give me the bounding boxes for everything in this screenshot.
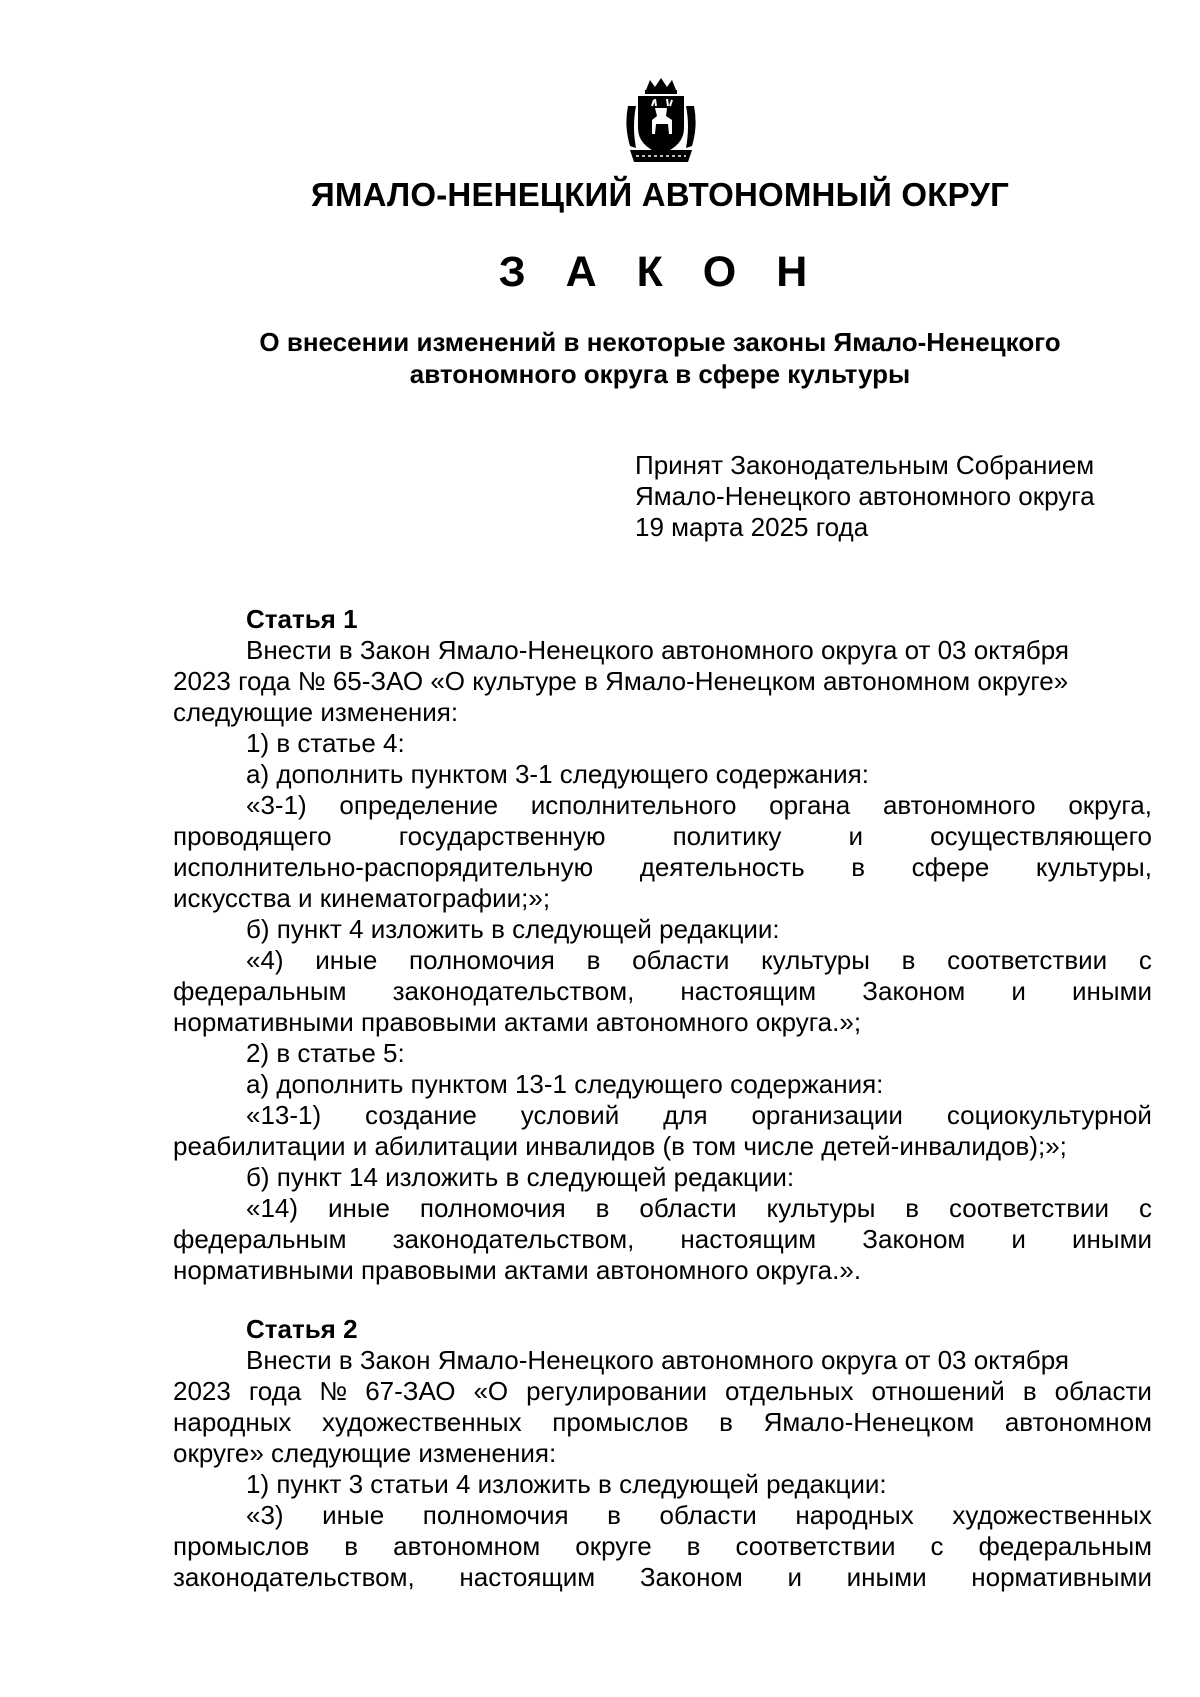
quote-text (173, 821, 1152, 852)
word: политику (672, 821, 782, 851)
word: иные (322, 1500, 385, 1530)
justified-line (173, 1407, 1152, 1438)
quote-text (246, 1500, 1152, 1531)
word: сфере (911, 852, 990, 882)
word: «4) (246, 945, 284, 975)
word: года (248, 1376, 302, 1406)
adoption-line: 19 марта 2025 года (635, 512, 869, 542)
word: культуры (766, 1193, 876, 1223)
word: промыслов (552, 1407, 689, 1437)
word: соответствии (735, 1531, 896, 1561)
quote-text: реабилитации и абилитации инвалидов (в том числе детей-инвалидов);»; (173, 1131, 1067, 1161)
paragraph-line: округе» следующие изменения: (173, 1438, 557, 1468)
word: промыслов (173, 1531, 310, 1561)
subtitle-line: автономного округа в сфере культуры (409, 359, 911, 389)
word: области (639, 1193, 737, 1223)
word: создание (365, 1100, 477, 1130)
word: в (686, 1531, 701, 1561)
quote-text (246, 1100, 1152, 1131)
word: проводящего (173, 821, 332, 851)
word: автономного (882, 790, 1036, 820)
list-item: 1) в статье 4: (246, 728, 405, 758)
justified-line (173, 1376, 1152, 1407)
word: «О (473, 1376, 509, 1406)
yanao-coat-of-arms-icon (622, 76, 700, 166)
word: настоящим (680, 976, 817, 1006)
word: округа, (1068, 790, 1152, 820)
word: автономном (393, 1531, 541, 1561)
justified-line (173, 1562, 1152, 1593)
word: исполнительно-распорядительную (173, 852, 594, 882)
quote-text (246, 945, 1152, 976)
word: области (1054, 1376, 1152, 1406)
paragraph-text (173, 1407, 1152, 1438)
word: художественных (952, 1500, 1152, 1530)
quote-text (173, 1562, 1152, 1593)
list-item: а) дополнить пунктом 13-1 следующего содержания: (246, 1069, 884, 1099)
word: деятельность (639, 852, 805, 882)
word: соответствии (949, 1193, 1110, 1223)
word: государственную (398, 821, 606, 851)
word: законодательством, (173, 1562, 415, 1592)
word: федеральным (173, 1224, 347, 1254)
word: и (787, 1562, 802, 1592)
word: иными (846, 1562, 927, 1592)
word: области (659, 1500, 757, 1530)
article-2 (173, 1314, 1152, 1593)
law-subtitle (180, 326, 1140, 390)
word: культуры, (1035, 852, 1152, 882)
word: иные (327, 1193, 390, 1223)
paragraph-line: Внести в Закон Ямало-Ненецкого автономного округа от 03 октября (246, 635, 1069, 665)
word: полномочия (422, 1500, 569, 1530)
word: законодательством, (392, 976, 635, 1006)
word: № (319, 1376, 348, 1406)
quote-text (173, 1531, 1152, 1562)
word: настоящим (459, 1562, 596, 1592)
justified-line (173, 1193, 1152, 1224)
justified-line (173, 1100, 1152, 1131)
word: отдельных (725, 1376, 854, 1406)
word: Законом (862, 1224, 966, 1254)
word: настоящим (680, 1224, 817, 1254)
article-2-heading: Статья 2 (246, 1314, 358, 1344)
article-1-heading: Статья 1 (246, 604, 358, 634)
paragraph-line: Внести в Закон Ямало-Ненецкого автономного округа от 03 октября (246, 1345, 1069, 1375)
region-title: ЯМАЛО-НЕНЕЦКИЙ АВТОНОМНЫЙ ОКРУГ (310, 176, 1010, 213)
justified-line (173, 976, 1152, 1007)
word: в (344, 1531, 359, 1561)
document-type-title: З А К О Н (498, 248, 822, 296)
word: нормативными (971, 1562, 1152, 1592)
word: округе (575, 1531, 652, 1561)
word: области (632, 945, 730, 975)
word: художественных (322, 1407, 522, 1437)
word: с (930, 1531, 944, 1561)
word: с (1138, 1193, 1152, 1223)
justified-line (173, 852, 1152, 883)
justified-line (173, 821, 1152, 852)
word: федеральным (173, 976, 347, 1006)
word: народных (795, 1500, 914, 1530)
word: в (1022, 1376, 1037, 1406)
word: Законом (639, 1562, 743, 1592)
quote-text: нормативными правовыми актами автономного округа.»; (173, 1007, 862, 1037)
word: культуры (761, 945, 870, 975)
word: социокультурной (946, 1100, 1152, 1130)
word: иные (315, 945, 378, 975)
word: иными (1072, 976, 1152, 1006)
word: федеральным (978, 1531, 1152, 1561)
word: автономном (1004, 1407, 1152, 1437)
list-item: б) пункт 4 изложить в следующей редакции: (246, 914, 780, 944)
word: и (848, 821, 864, 851)
list-item: б) пункт 14 изложить в следующей редакции: (246, 1162, 795, 1192)
quote-text (246, 790, 1152, 821)
quote-text (246, 1193, 1152, 1224)
word: организации (751, 1100, 903, 1130)
word: исполнительного (530, 790, 737, 820)
word: «14) (246, 1193, 299, 1223)
word: с (1138, 945, 1152, 975)
adoption-line: Ямало-Ненецкого автономного округа (635, 481, 1095, 511)
justified-line (173, 1224, 1152, 1255)
word: в (901, 945, 916, 975)
word: регулировании (526, 1376, 707, 1406)
word: «13-1) (246, 1100, 322, 1130)
paragraph-line: 2023 года № 65-ЗАО «О культуре в Ямало-Ненецком автономном округе» (173, 666, 1069, 696)
justified-line (173, 790, 1152, 821)
justified-line (173, 1500, 1152, 1531)
justified-line (173, 945, 1152, 976)
justified-line (173, 1531, 1152, 1562)
adoption-line: Принят Законодательным Собранием (635, 450, 1095, 480)
word: полномочия (419, 1193, 566, 1223)
word: условий (520, 1100, 620, 1130)
word: «3-1) (246, 790, 307, 820)
word: законодательством, (392, 1224, 635, 1254)
adoption-block (635, 450, 1155, 543)
word: соответствии (947, 945, 1108, 975)
word: Ямало-Ненецком (763, 1407, 975, 1437)
word: отношений (871, 1376, 1005, 1406)
word: «3) (246, 1500, 284, 1530)
word: 67-ЗАО (365, 1376, 456, 1406)
list-item: 1) пункт 3 статьи 4 изложить в следующей редакции: (246, 1469, 887, 1499)
list-item: 2) в статье 5: (246, 1038, 405, 1068)
word: в (595, 1193, 610, 1223)
word: в (607, 1500, 621, 1530)
word: полномочия (409, 945, 555, 975)
word: 2023 (173, 1376, 231, 1406)
word: в (905, 1193, 920, 1223)
word: для (663, 1100, 708, 1130)
quote-text: искусства и кинематографии;»; (173, 883, 551, 913)
subtitle-line: О внесении изменений в некоторые законы Ямало-Ненецкого (259, 327, 1061, 357)
quote-text (173, 852, 1152, 883)
word: и (1011, 1224, 1026, 1254)
paragraph-line: следующие изменения: (173, 697, 459, 727)
word: и (1011, 976, 1026, 1006)
quote-text (173, 1224, 1152, 1255)
article-1 (173, 604, 1152, 1286)
word: в (586, 945, 601, 975)
word: органа (769, 790, 851, 820)
word: иными (1072, 1224, 1152, 1254)
list-item: а) дополнить пунктом 3-1 следующего содержания: (246, 759, 869, 789)
word: Законом (862, 976, 966, 1006)
word: определение (339, 790, 499, 820)
quote-text: нормативными правовыми актами автономного округа.». (173, 1255, 862, 1285)
word: народных (173, 1407, 292, 1437)
word: в (719, 1407, 733, 1437)
word: в (851, 852, 865, 882)
quote-text (173, 976, 1152, 1007)
word: осуществляющего (930, 821, 1152, 851)
paragraph-text (173, 1376, 1152, 1407)
